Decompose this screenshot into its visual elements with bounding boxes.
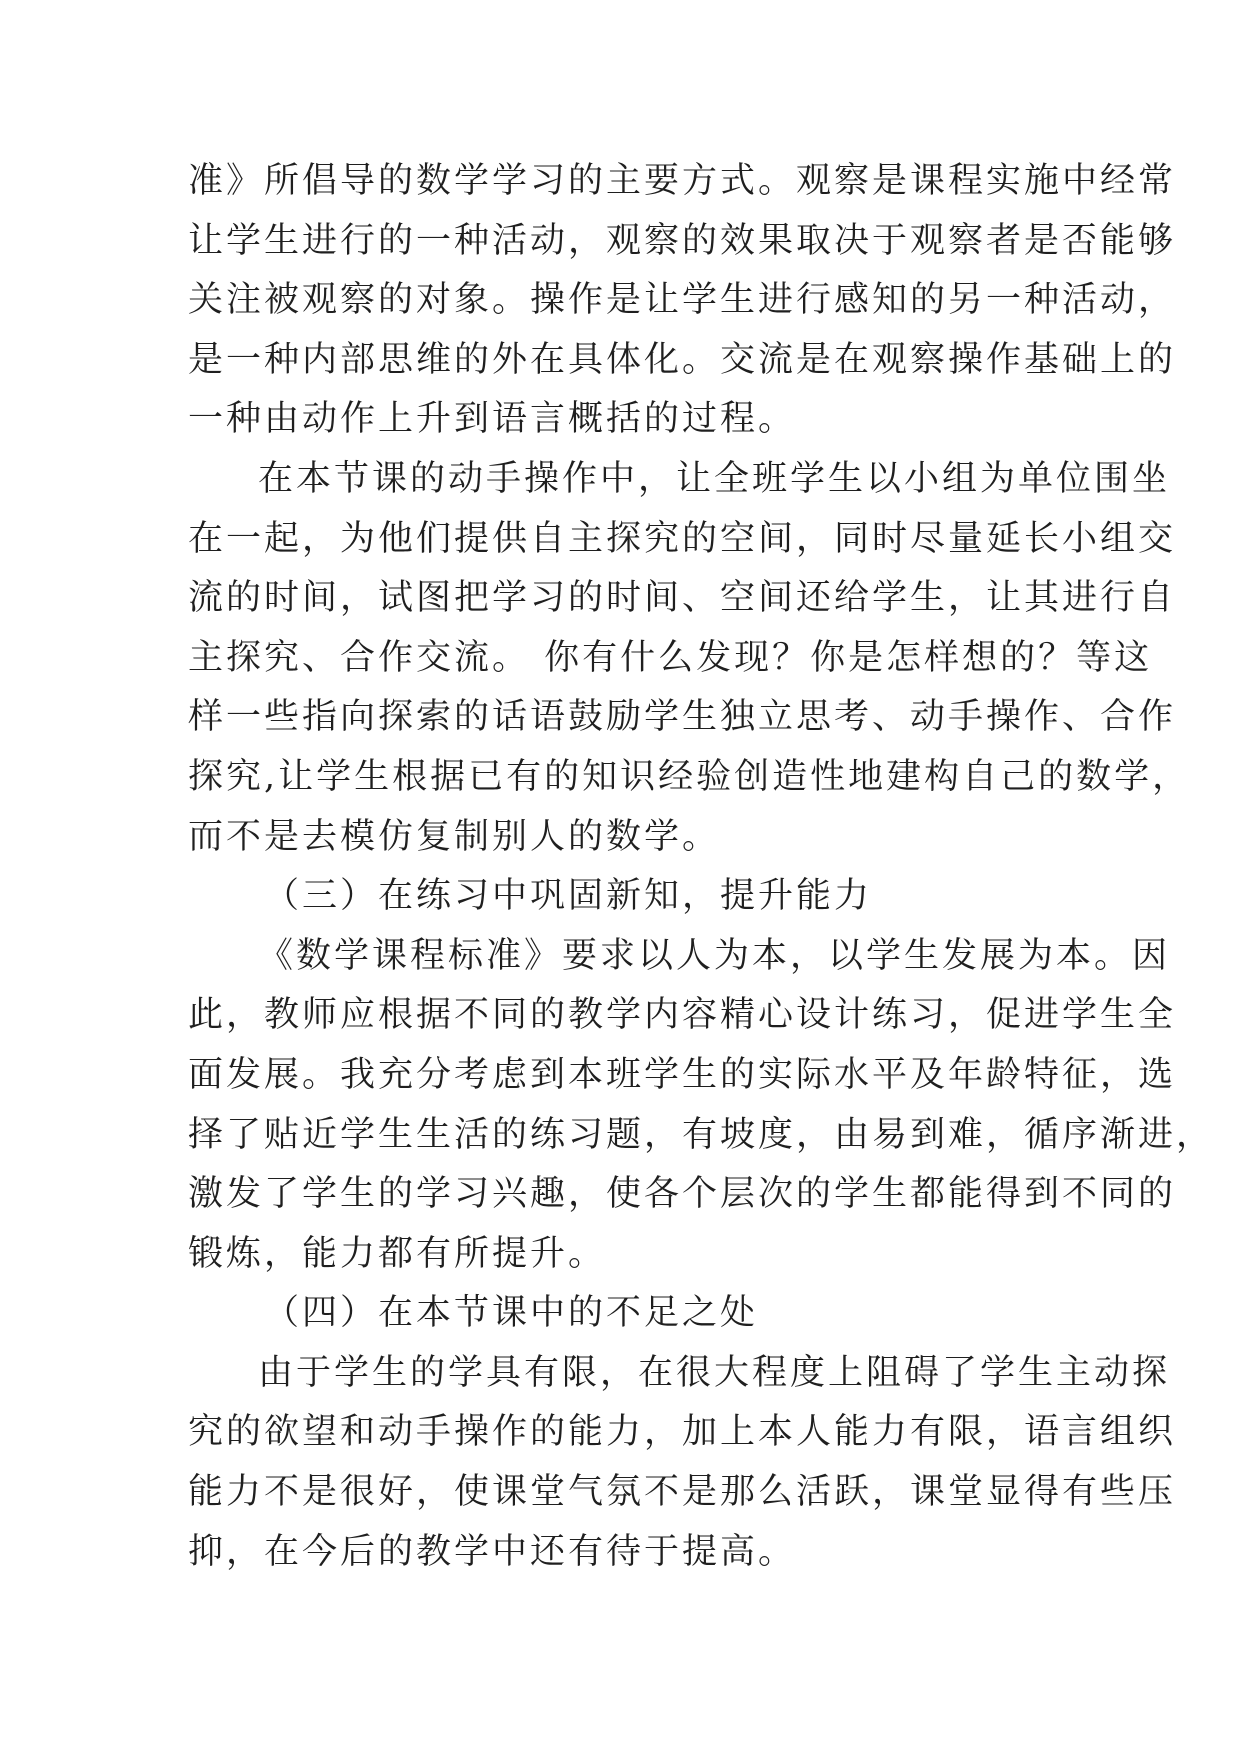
text-line: 究的欲望和动手操作的能力，加上本人能力有限，语言组织 [188, 1412, 1177, 1453]
text-line: 是一种内部思维的外在具体化。交流是在观察操作基础上的 [188, 339, 1177, 380]
text-line: 一种由动作上升到语言概括的过程。 [188, 399, 797, 440]
text-line: 抑，在今后的教学中还有待于提高。 [188, 1531, 797, 1572]
text-line: 面发展。我充分考虑到本班学生的实际水平及年龄特征，选 [188, 1054, 1177, 1095]
text-line: 让学生进行的一种活动，观察的效果取决于观察者是否能够 [188, 220, 1177, 261]
section-heading: （四）在本节课中的不足之处 [264, 1293, 759, 1334]
text-line: 样一些指向探索的话语鼓励学生独立思考、动手操作、合作 [188, 697, 1177, 738]
text-line: 择了贴近学生生活的练习题，有坡度，由易到难，循序渐进， [188, 1114, 1215, 1155]
text-line: 关注被观察的对象。操作是让学生进行感知的另一种活动， [188, 280, 1177, 321]
text-line: 主探究、合作交流。 你有什么发现？你是怎样想的？等这 [188, 637, 1153, 678]
text-line: 此，教师应根据不同的教学内容精心设计练习，促进学生全 [188, 995, 1177, 1036]
text-line: 锻炼，能力都有所提升。 [188, 1233, 607, 1274]
paragraph-first-line: 由于学生的学具有限，在很大程度上阻碍了学生主动探 [258, 1352, 1171, 1393]
text-line: 能力不是很好，使课堂气氛不是那么活跃，课堂显得有些压 [188, 1472, 1177, 1513]
section-heading: （三）在练习中巩固新知，提升能力 [264, 876, 873, 917]
text-line: 探究,让学生根据已有的知识经验创造性地建构自己的数学， [188, 756, 1191, 797]
text-line: 在一起，为他们提供自主探究的空间，同时尽量延长小组交 [188, 518, 1177, 559]
paragraph-first-line: 在本节课的动手操作中，让全班学生以小组为单位围坐 [258, 458, 1171, 499]
body-text [188, 152, 1215, 1582]
text-line: 准》所倡导的数学学习的主要方式。观察是课程实施中经常 [188, 161, 1177, 201]
text-line: 激发了学生的学习兴趣，使各个层次的学生都能得到不同的 [188, 1174, 1177, 1215]
text-line: 流的时间，试图把学习的时间、空间还给学生，让其进行自 [188, 578, 1177, 619]
paragraph-first-line: 《数学课程标准》要求以人为本，以学生发展为本。因 [258, 935, 1171, 976]
text-line: 而不是去模仿复制别人的数学。 [188, 816, 721, 857]
